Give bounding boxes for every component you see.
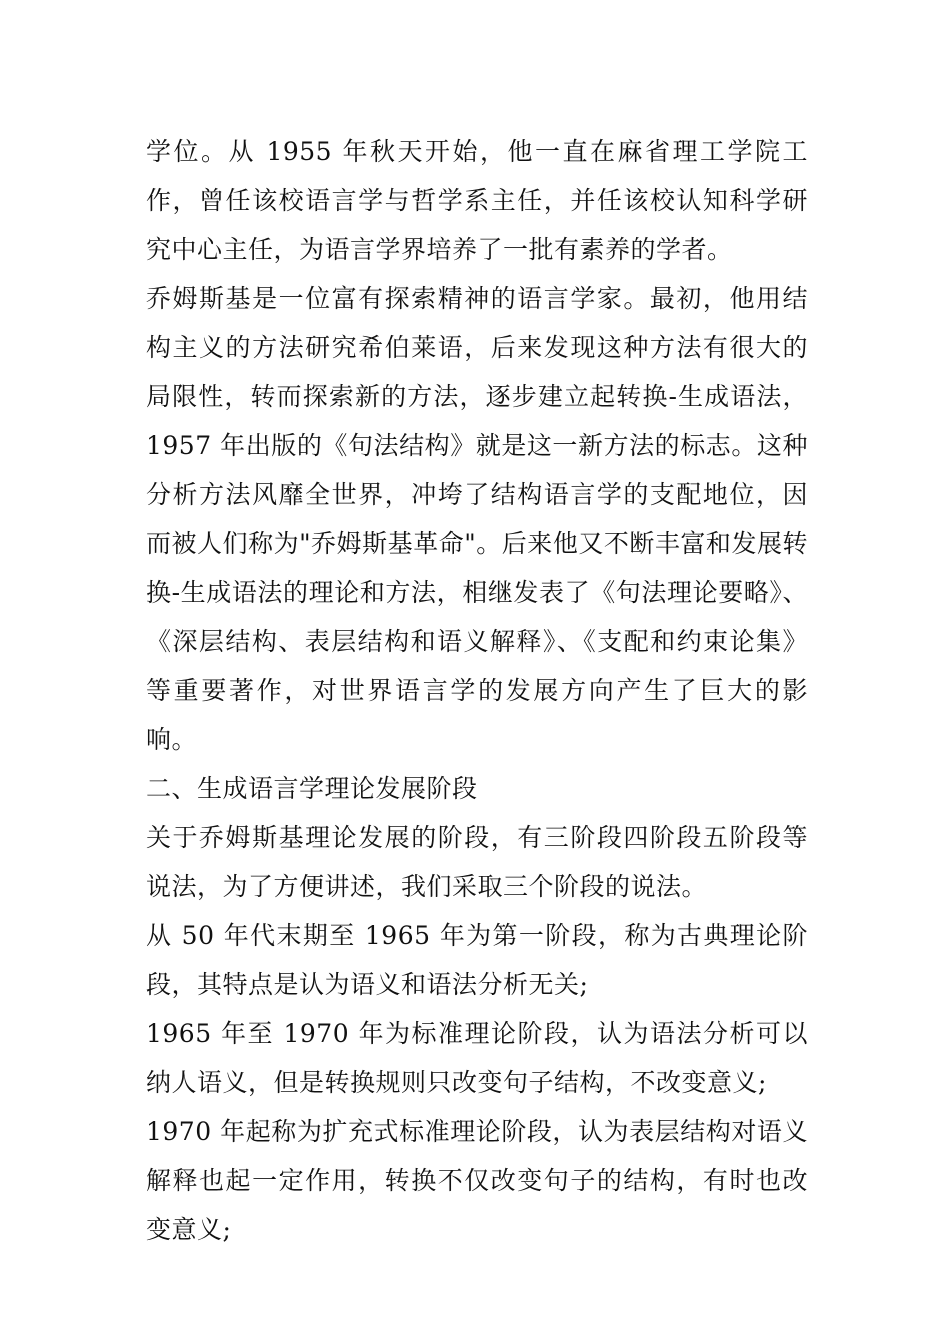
paragraph-chomsky-revolution: 乔姆斯基是一位富有探索精神的语言学家。最初，他用结构主义的方法研究希伯莱语，后来发现这种方法有很大的局限性，转而探索新的方法，逐步建立起转换-生成语法，1957 年出版的《句法结构》就是这一新方法的标志。这种分析方法风靡全世界，冲垮了结构语言学的支配地位，因而被人们称为"乔姆斯基革命"。后来他又不断丰富和发展转换-生成语法的理论和方法，相继发表了《句法理论要略》、《深层结构、表层结构和语义解释》、《支配和约束论集》等重要著作，对世界语言学的发展方向产生了巨大的影响。 <box>146 284 808 754</box>
paragraph-stages-intro: 关于乔姆斯基理论发展的阶段，有三阶段四阶段五阶段等说法，为了方便讲述，我们采取三个阶段的说法。 <box>146 823 808 901</box>
paragraph-degree-mit: 学位。从 1955 年秋天开始，他一直在麻省理工学院工作，曾任该校语言学与哲学系主任，并任该校认知科学研究中心主任，为语言学界培养了一批有素养的学者。 <box>146 137 808 264</box>
paragraph-stage-classical: 从 50 年代末期至 1965 年为第一阶段，称为古典理论阶段，其特点是认为语义和语法分析无关; <box>146 921 808 999</box>
paragraph-stage-standard: 1965 年至 1970 年为标准理论阶段，认为语法分析可以纳人语义，但是转换规则只改变句子结构，不改变意义; <box>146 1019 808 1097</box>
document-body <box>146 127 808 1254</box>
paragraph-stage-extended: 1970 年起称为扩充式标准理论阶段，认为表层结构对语义解释也起一定作用，转换不仅改变句子的结构，有时也改变意义; <box>146 1117 808 1244</box>
section-heading: 二、生成语言学理论发展阶段 <box>146 774 478 803</box>
